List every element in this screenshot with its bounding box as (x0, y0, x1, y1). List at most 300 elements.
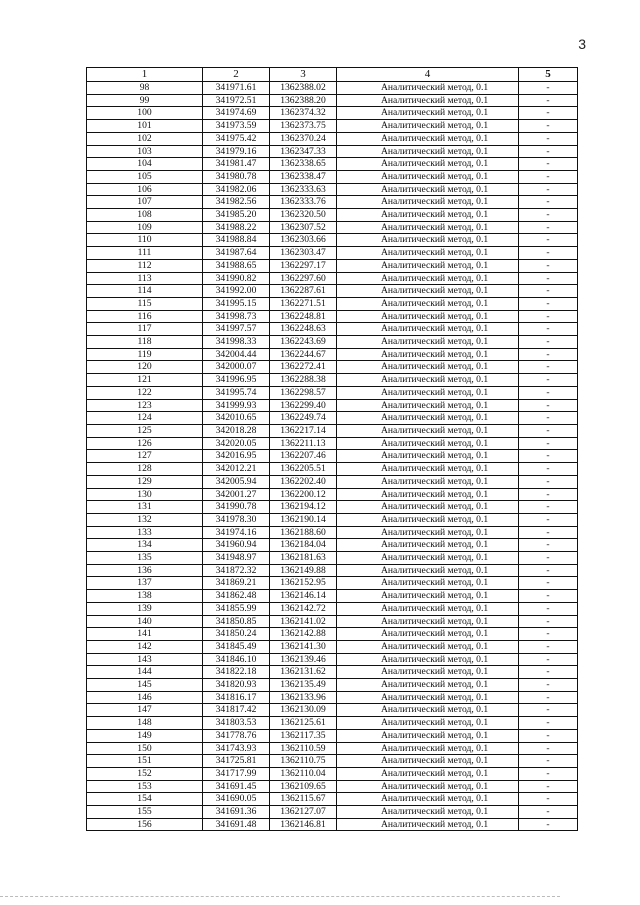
coord-x-cell: 341995.15 (203, 297, 270, 310)
table-row (87, 361, 578, 374)
point-number-cell: 137 (87, 577, 203, 590)
method-cell: Аналитический метод, 0.1 (337, 158, 519, 171)
coord-y-cell: 1362146.14 (270, 590, 337, 603)
table-row (87, 679, 578, 692)
coord-y-cell: 1362298.57 (270, 386, 337, 399)
table-row (87, 82, 578, 95)
accuracy-mark-cell: - (519, 285, 578, 298)
table-row (87, 107, 578, 120)
table-row (87, 336, 578, 349)
coord-x-cell: 341999.93 (203, 399, 270, 412)
coord-y-cell: 1362202.40 (270, 475, 337, 488)
table-row (87, 628, 578, 641)
coord-y-cell: 1362184.04 (270, 539, 337, 552)
method-cell: Аналитический метод, 0.1 (337, 361, 519, 374)
table-row (87, 488, 578, 501)
coord-y-cell: 1362297.17 (270, 259, 337, 272)
point-number-cell: 123 (87, 399, 203, 412)
method-cell: Аналитический метод, 0.1 (337, 806, 519, 819)
coord-x-cell: 341988.84 (203, 234, 270, 247)
table-body (87, 82, 578, 831)
method-cell: Аналитический метод, 0.1 (337, 348, 519, 361)
page-number: 3 (578, 36, 586, 52)
coord-x-cell: 341987.64 (203, 247, 270, 260)
accuracy-mark-cell: - (519, 488, 578, 501)
coord-x-cell: 341996.95 (203, 374, 270, 387)
method-cell: Аналитический метод, 0.1 (337, 82, 519, 95)
accuracy-mark-cell: - (519, 806, 578, 819)
coord-y-cell: 1362288.38 (270, 374, 337, 387)
coord-x-cell: 341872.32 (203, 564, 270, 577)
coord-x-cell: 341985.20 (203, 209, 270, 222)
table-row (87, 526, 578, 539)
coord-y-cell: 1362181.63 (270, 552, 337, 565)
table-row (87, 412, 578, 425)
coord-y-cell: 1362338.47 (270, 170, 337, 183)
point-number-cell: 139 (87, 602, 203, 615)
method-cell: Аналитический метод, 0.1 (337, 412, 519, 425)
table-row (87, 170, 578, 183)
coord-y-cell: 1362374.32 (270, 107, 337, 120)
point-number-cell: 141 (87, 628, 203, 641)
method-cell: Аналитический метод, 0.1 (337, 183, 519, 196)
point-number-cell: 132 (87, 513, 203, 526)
point-number-cell: 144 (87, 666, 203, 679)
method-cell: Аналитический метод, 0.1 (337, 742, 519, 755)
accuracy-mark-cell: - (519, 691, 578, 704)
point-number-cell: 135 (87, 552, 203, 565)
point-number-cell: 138 (87, 590, 203, 603)
coord-y-cell: 1362146.81 (270, 818, 337, 831)
point-number-cell: 110 (87, 234, 203, 247)
accuracy-mark-cell: - (519, 526, 578, 539)
table-row (87, 755, 578, 768)
point-number-cell: 147 (87, 704, 203, 717)
method-cell: Аналитический метод, 0.1 (337, 793, 519, 806)
coord-x-cell: 341850.24 (203, 628, 270, 641)
accuracy-mark-cell: - (519, 602, 578, 615)
coord-y-cell: 1362249.74 (270, 412, 337, 425)
table-row (87, 564, 578, 577)
accuracy-mark-cell: - (519, 247, 578, 260)
table-row (87, 615, 578, 628)
coordinates-table (86, 67, 578, 831)
coord-x-cell: 342001.27 (203, 488, 270, 501)
coord-x-cell: 341997.57 (203, 323, 270, 336)
coord-y-cell: 1362188.60 (270, 526, 337, 539)
table-header (87, 68, 578, 82)
table-row (87, 310, 578, 323)
method-cell: Аналитический метод, 0.1 (337, 564, 519, 577)
accuracy-mark-cell: - (519, 640, 578, 653)
accuracy-mark-cell: - (519, 399, 578, 412)
coord-x-cell: 341982.56 (203, 196, 270, 209)
accuracy-mark-cell: - (519, 209, 578, 222)
table-row (87, 717, 578, 730)
table-row (87, 513, 578, 526)
table-row (87, 450, 578, 463)
method-cell: Аналитический метод, 0.1 (337, 310, 519, 323)
accuracy-mark-cell: - (519, 94, 578, 107)
coord-x-cell: 341982.06 (203, 183, 270, 196)
method-cell: Аналитический метод, 0.1 (337, 577, 519, 590)
table-row (87, 475, 578, 488)
accuracy-mark-cell: - (519, 272, 578, 285)
method-cell: Аналитический метод, 0.1 (337, 272, 519, 285)
coord-y-cell: 1362211.13 (270, 437, 337, 450)
coord-x-cell: 341988.22 (203, 221, 270, 234)
method-cell: Аналитический метод, 0.1 (337, 196, 519, 209)
header-col-2: 2 (203, 68, 270, 82)
header-col-3: 3 (270, 68, 337, 82)
coord-y-cell: 1362248.63 (270, 323, 337, 336)
method-cell: Аналитический метод, 0.1 (337, 132, 519, 145)
accuracy-mark-cell: - (519, 120, 578, 133)
coord-x-cell: 341850.85 (203, 615, 270, 628)
table-row (87, 806, 578, 819)
coord-y-cell: 1362117.35 (270, 729, 337, 742)
coord-y-cell: 1362142.72 (270, 602, 337, 615)
point-number-cell: 120 (87, 361, 203, 374)
point-number-cell: 125 (87, 424, 203, 437)
accuracy-mark-cell: - (519, 259, 578, 272)
table-row (87, 552, 578, 565)
point-number-cell: 118 (87, 336, 203, 349)
accuracy-mark-cell: - (519, 717, 578, 730)
coord-y-cell: 1362135.49 (270, 679, 337, 692)
accuracy-mark-cell: - (519, 628, 578, 641)
coord-x-cell: 341725.81 (203, 755, 270, 768)
method-cell: Аналитический метод, 0.1 (337, 640, 519, 653)
point-number-cell: 100 (87, 107, 203, 120)
method-cell: Аналитический метод, 0.1 (337, 526, 519, 539)
method-cell: Аналитический метод, 0.1 (337, 94, 519, 107)
coord-y-cell: 1362303.66 (270, 234, 337, 247)
coord-y-cell: 1362131.62 (270, 666, 337, 679)
coord-x-cell: 341995.74 (203, 386, 270, 399)
accuracy-mark-cell: - (519, 590, 578, 603)
method-cell: Аналитический метод, 0.1 (337, 679, 519, 692)
method-cell: Аналитический метод, 0.1 (337, 259, 519, 272)
point-number-cell: 136 (87, 564, 203, 577)
point-number-cell: 119 (87, 348, 203, 361)
coord-x-cell: 342018.28 (203, 424, 270, 437)
table-row (87, 94, 578, 107)
coord-x-cell: 341820.93 (203, 679, 270, 692)
coord-y-cell: 1362338.65 (270, 158, 337, 171)
coord-y-cell: 1362388.20 (270, 94, 337, 107)
table-row (87, 247, 578, 260)
point-number-cell: 126 (87, 437, 203, 450)
accuracy-mark-cell: - (519, 767, 578, 780)
accuracy-mark-cell: - (519, 577, 578, 590)
accuracy-mark-cell: - (519, 463, 578, 476)
coord-y-cell: 1362205.51 (270, 463, 337, 476)
page-bottom-rule (0, 896, 560, 897)
accuracy-mark-cell: - (519, 615, 578, 628)
method-cell: Аналитический метод, 0.1 (337, 424, 519, 437)
point-number-cell: 140 (87, 615, 203, 628)
coord-y-cell: 1362373.75 (270, 120, 337, 133)
method-cell: Аналитический метод, 0.1 (337, 386, 519, 399)
coord-y-cell: 1362217.14 (270, 424, 337, 437)
accuracy-mark-cell: - (519, 297, 578, 310)
accuracy-mark-cell: - (519, 158, 578, 171)
point-number-cell: 146 (87, 691, 203, 704)
method-cell: Аналитический метод, 0.1 (337, 374, 519, 387)
coord-x-cell: 341691.36 (203, 806, 270, 819)
table-row (87, 590, 578, 603)
coord-y-cell: 1362347.33 (270, 145, 337, 158)
coord-x-cell: 341972.51 (203, 94, 270, 107)
coord-y-cell: 1362109.65 (270, 780, 337, 793)
point-number-cell: 99 (87, 94, 203, 107)
point-number-cell: 112 (87, 259, 203, 272)
accuracy-mark-cell: - (519, 793, 578, 806)
header-col-1: 1 (87, 68, 203, 82)
table-row (87, 666, 578, 679)
point-number-cell: 156 (87, 818, 203, 831)
coord-y-cell: 1362248.81 (270, 310, 337, 323)
method-cell: Аналитический метод, 0.1 (337, 336, 519, 349)
coord-x-cell: 342010.65 (203, 412, 270, 425)
point-number-cell: 102 (87, 132, 203, 145)
accuracy-mark-cell: - (519, 424, 578, 437)
method-cell: Аналитический метод, 0.1 (337, 234, 519, 247)
header-col-4: 4 (337, 68, 519, 82)
accuracy-mark-cell: - (519, 475, 578, 488)
method-cell: Аналитический метод, 0.1 (337, 539, 519, 552)
point-number-cell: 154 (87, 793, 203, 806)
accuracy-mark-cell: - (519, 348, 578, 361)
accuracy-mark-cell: - (519, 552, 578, 565)
accuracy-mark-cell: - (519, 412, 578, 425)
table-row (87, 818, 578, 831)
coord-y-cell: 1362370.24 (270, 132, 337, 145)
coord-y-cell: 1362333.76 (270, 196, 337, 209)
accuracy-mark-cell: - (519, 513, 578, 526)
point-number-cell: 131 (87, 501, 203, 514)
table-row (87, 793, 578, 806)
accuracy-mark-cell: - (519, 539, 578, 552)
coord-x-cell: 342004.44 (203, 348, 270, 361)
coord-x-cell: 341979.16 (203, 145, 270, 158)
coord-x-cell: 341948.97 (203, 552, 270, 565)
point-number-cell: 130 (87, 488, 203, 501)
method-cell: Аналитический метод, 0.1 (337, 615, 519, 628)
method-cell: Аналитический метод, 0.1 (337, 323, 519, 336)
coord-y-cell: 1362271.51 (270, 297, 337, 310)
coord-y-cell: 1362115.67 (270, 793, 337, 806)
method-cell: Аналитический метод, 0.1 (337, 170, 519, 183)
coord-x-cell: 341778.76 (203, 729, 270, 742)
coord-x-cell: 341978.30 (203, 513, 270, 526)
coord-y-cell: 1362190.14 (270, 513, 337, 526)
point-number-cell: 122 (87, 386, 203, 399)
coord-y-cell: 1362307.52 (270, 221, 337, 234)
coord-y-cell: 1362200.12 (270, 488, 337, 501)
coord-y-cell: 1362303.47 (270, 247, 337, 260)
accuracy-mark-cell: - (519, 666, 578, 679)
accuracy-mark-cell: - (519, 729, 578, 742)
table-row (87, 463, 578, 476)
accuracy-mark-cell: - (519, 361, 578, 374)
accuracy-mark-cell: - (519, 501, 578, 514)
method-cell: Аналитический метод, 0.1 (337, 501, 519, 514)
point-number-cell: 133 (87, 526, 203, 539)
coord-x-cell: 341998.33 (203, 336, 270, 349)
table-row (87, 348, 578, 361)
accuracy-mark-cell: - (519, 145, 578, 158)
method-cell: Аналитический метод, 0.1 (337, 297, 519, 310)
method-cell: Аналитический метод, 0.1 (337, 704, 519, 717)
point-number-cell: 142 (87, 640, 203, 653)
point-number-cell: 149 (87, 729, 203, 742)
coord-y-cell: 1362194.12 (270, 501, 337, 514)
coord-x-cell: 341845.49 (203, 640, 270, 653)
table-row (87, 729, 578, 742)
coord-x-cell: 341743.93 (203, 742, 270, 755)
method-cell: Аналитический метод, 0.1 (337, 221, 519, 234)
point-number-cell: 105 (87, 170, 203, 183)
table-row (87, 297, 578, 310)
point-number-cell: 145 (87, 679, 203, 692)
point-number-cell: 121 (87, 374, 203, 387)
table-row (87, 780, 578, 793)
point-number-cell: 153 (87, 780, 203, 793)
point-number-cell: 98 (87, 82, 203, 95)
table-row (87, 539, 578, 552)
method-cell: Аналитический метод, 0.1 (337, 628, 519, 641)
coord-y-cell: 1362125.61 (270, 717, 337, 730)
coord-x-cell: 341691.45 (203, 780, 270, 793)
point-number-cell: 150 (87, 742, 203, 755)
method-cell: Аналитический метод, 0.1 (337, 145, 519, 158)
method-cell: Аналитический метод, 0.1 (337, 120, 519, 133)
table-row (87, 209, 578, 222)
coord-x-cell: 341717.99 (203, 767, 270, 780)
table-row (87, 120, 578, 133)
method-cell: Аналитический метод, 0.1 (337, 209, 519, 222)
method-cell: Аналитический метод, 0.1 (337, 653, 519, 666)
table-row (87, 399, 578, 412)
coord-y-cell: 1362297.60 (270, 272, 337, 285)
table-row (87, 424, 578, 437)
table-row (87, 259, 578, 272)
coord-y-cell: 1362127.07 (270, 806, 337, 819)
point-number-cell: 117 (87, 323, 203, 336)
table-row (87, 285, 578, 298)
method-cell: Аналитический метод, 0.1 (337, 513, 519, 526)
method-cell: Аналитический метод, 0.1 (337, 691, 519, 704)
table-row (87, 501, 578, 514)
point-number-cell: 127 (87, 450, 203, 463)
method-cell: Аналитический метод, 0.1 (337, 107, 519, 120)
table-row (87, 221, 578, 234)
point-number-cell: 128 (87, 463, 203, 476)
table-row (87, 653, 578, 666)
coord-x-cell: 341992.00 (203, 285, 270, 298)
coord-x-cell: 341846.10 (203, 653, 270, 666)
method-cell: Аналитический метод, 0.1 (337, 602, 519, 615)
coord-x-cell: 341988.65 (203, 259, 270, 272)
method-cell: Аналитический метод, 0.1 (337, 475, 519, 488)
coord-y-cell: 1362110.04 (270, 767, 337, 780)
point-number-cell: 101 (87, 120, 203, 133)
table-row (87, 272, 578, 285)
accuracy-mark-cell: - (519, 450, 578, 463)
coord-y-cell: 1362110.75 (270, 755, 337, 768)
coord-x-cell: 341960.94 (203, 539, 270, 552)
coord-x-cell: 341690.05 (203, 793, 270, 806)
table-row (87, 742, 578, 755)
method-cell: Аналитический метод, 0.1 (337, 552, 519, 565)
coord-x-cell: 341990.78 (203, 501, 270, 514)
method-cell: Аналитический метод, 0.1 (337, 437, 519, 450)
coord-x-cell: 342020.05 (203, 437, 270, 450)
accuracy-mark-cell: - (519, 437, 578, 450)
coord-x-cell: 341998.73 (203, 310, 270, 323)
coord-y-cell: 1362152.95 (270, 577, 337, 590)
table-row (87, 196, 578, 209)
table-row (87, 145, 578, 158)
method-cell: Аналитический метод, 0.1 (337, 780, 519, 793)
method-cell: Аналитический метод, 0.1 (337, 729, 519, 742)
coord-x-cell: 341822.18 (203, 666, 270, 679)
header-col-5: 5 (519, 68, 578, 82)
point-number-cell: 115 (87, 297, 203, 310)
accuracy-mark-cell: - (519, 82, 578, 95)
accuracy-mark-cell: - (519, 653, 578, 666)
coord-y-cell: 1362272.41 (270, 361, 337, 374)
coord-x-cell: 341862.48 (203, 590, 270, 603)
table-header-row (87, 68, 578, 82)
method-cell: Аналитический метод, 0.1 (337, 590, 519, 603)
method-cell: Аналитический метод, 0.1 (337, 666, 519, 679)
point-number-cell: 116 (87, 310, 203, 323)
coord-y-cell: 1362333.63 (270, 183, 337, 196)
coord-x-cell: 341691.48 (203, 818, 270, 831)
point-number-cell: 109 (87, 221, 203, 234)
point-number-cell: 148 (87, 717, 203, 730)
coord-x-cell: 341973.59 (203, 120, 270, 133)
accuracy-mark-cell: - (519, 107, 578, 120)
accuracy-mark-cell: - (519, 183, 578, 196)
coord-x-cell: 341855.99 (203, 602, 270, 615)
table-row (87, 767, 578, 780)
point-number-cell: 134 (87, 539, 203, 552)
method-cell: Аналитический метод, 0.1 (337, 399, 519, 412)
coord-x-cell: 341803.53 (203, 717, 270, 730)
accuracy-mark-cell: - (519, 336, 578, 349)
coord-x-cell: 342005.94 (203, 475, 270, 488)
coord-x-cell: 341869.21 (203, 577, 270, 590)
accuracy-mark-cell: - (519, 818, 578, 831)
coord-y-cell: 1362287.61 (270, 285, 337, 298)
coord-y-cell: 1362207.46 (270, 450, 337, 463)
coord-y-cell: 1362299.40 (270, 399, 337, 412)
method-cell: Аналитический метод, 0.1 (337, 247, 519, 260)
point-number-cell: 151 (87, 755, 203, 768)
table-row (87, 437, 578, 450)
method-cell: Аналитический метод, 0.1 (337, 767, 519, 780)
point-number-cell: 113 (87, 272, 203, 285)
method-cell: Аналитический метод, 0.1 (337, 818, 519, 831)
method-cell: Аналитический метод, 0.1 (337, 285, 519, 298)
coord-x-cell: 341816.17 (203, 691, 270, 704)
point-number-cell: 129 (87, 475, 203, 488)
coord-x-cell: 342012.21 (203, 463, 270, 476)
